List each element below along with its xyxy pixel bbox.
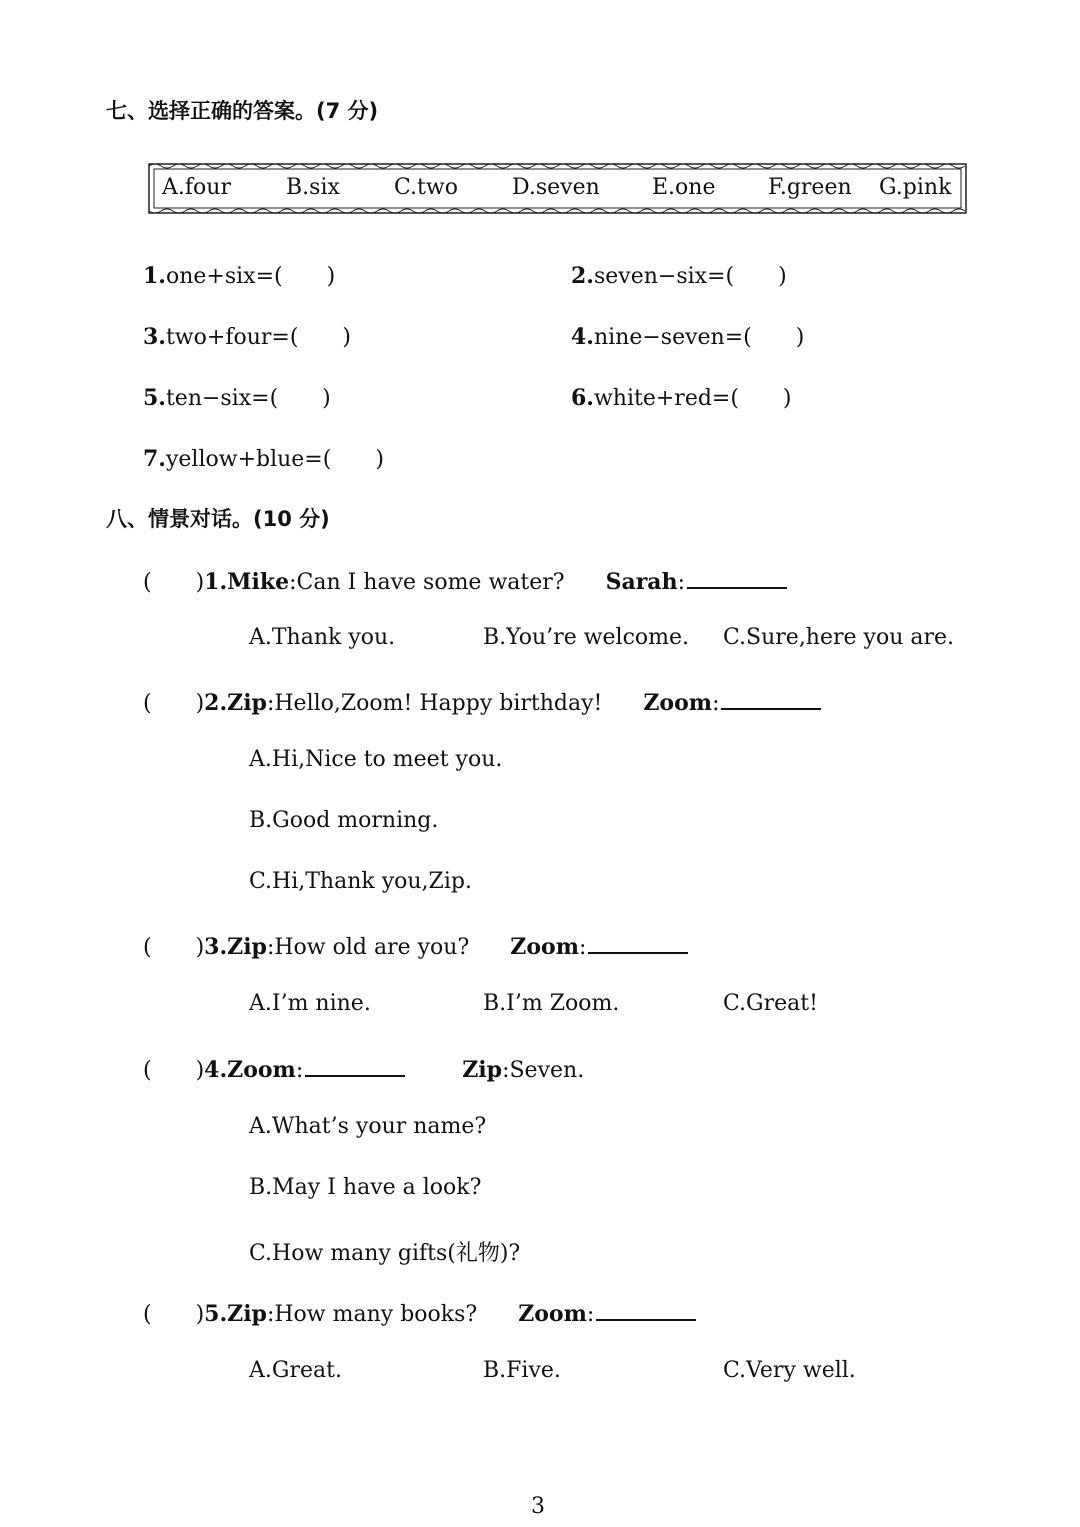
dialog-4-choice-c: C.How many gifts(礼物)? (249, 1241, 521, 1266)
dialog-1-choice-b: B.You’re welcome. (483, 625, 690, 650)
dialog-1-choice-a: A.Thank you. (249, 625, 396, 650)
question-7-4: 4.nine−seven=( ) (571, 324, 805, 350)
answer-blank (721, 707, 821, 710)
question-7-6: 6.white+red=( ) (571, 385, 792, 411)
dialog-5-choice-b: B.Five. (483, 1358, 561, 1383)
dialog-5-choice-c: C.Very well. (723, 1358, 856, 1383)
answer-blank (588, 951, 688, 954)
question-7-7: 7.yellow+blue=( ) (143, 446, 384, 472)
option-f: F.green (768, 175, 852, 200)
option-g: G.pink (879, 175, 952, 200)
dialog-2-choice-c: C.Hi,Thank you,Zip. (249, 869, 472, 894)
section-7-title: 七、选择正确的答案。(7 分) (106, 99, 379, 123)
option-e: E.one (652, 175, 716, 200)
answer-blank (687, 586, 787, 589)
dialog-2-choice-a: A.Hi,Nice to meet you. (249, 747, 503, 772)
section-8-title: 八、情景对话。(10 分) (106, 507, 330, 531)
answer-paren[interactable]: ( ) (143, 1302, 205, 1327)
answer-paren[interactable]: ( ) (143, 570, 205, 595)
dialog-4-choice-b: B.May I have a look? (249, 1175, 482, 1200)
dialog-5-prompt: ( )5.Zip:How many books? Zoom: (143, 1297, 696, 1328)
dialog-3-choice-b: B.I’m Zoom. (483, 991, 620, 1016)
question-7-3: 3.two+four=( ) (143, 324, 351, 350)
dialog-3-choice-c: C.Great! (723, 991, 818, 1016)
dialog-1-choice-c: C.Sure,here you are. (723, 625, 955, 650)
dialog-5-choice-a: A.Great. (249, 1358, 342, 1383)
dialog-1-prompt: ( )1.Mike:Can I have some water? Sarah: (143, 565, 787, 596)
answer-blank (305, 1074, 405, 1077)
dialog-2-prompt: ( )2.Zip:Hello,Zoom! Happy birthday! Zoom: (143, 686, 821, 717)
word-options-box (146, 161, 969, 216)
option-d: D.seven (512, 175, 600, 200)
answer-paren[interactable]: ( ) (143, 1058, 205, 1083)
page-number: 3 (531, 1494, 545, 1519)
answer-blank (596, 1318, 696, 1321)
dialog-3-prompt: ( )3.Zip:How old are you? Zoom: (143, 930, 688, 961)
dialog-2-choice-b: B.Good morning. (249, 808, 439, 833)
option-c: C.two (394, 175, 458, 200)
answer-paren[interactable]: ( ) (143, 935, 205, 960)
question-7-1: 1.one+six=( ) (143, 263, 336, 289)
option-a: A.four (162, 175, 231, 200)
dialog-4-choice-a: A.What’s your name? (249, 1114, 487, 1139)
question-7-5: 5.ten−six=( ) (143, 385, 331, 411)
question-7-2: 2.seven−six=( ) (571, 263, 787, 289)
dialog-3-choice-a: A.I’m nine. (249, 991, 371, 1016)
dialog-4-prompt: ( )4.Zoom: Zip:Seven. (143, 1057, 585, 1083)
option-b: B.six (286, 175, 340, 200)
answer-paren[interactable]: ( ) (143, 691, 205, 716)
